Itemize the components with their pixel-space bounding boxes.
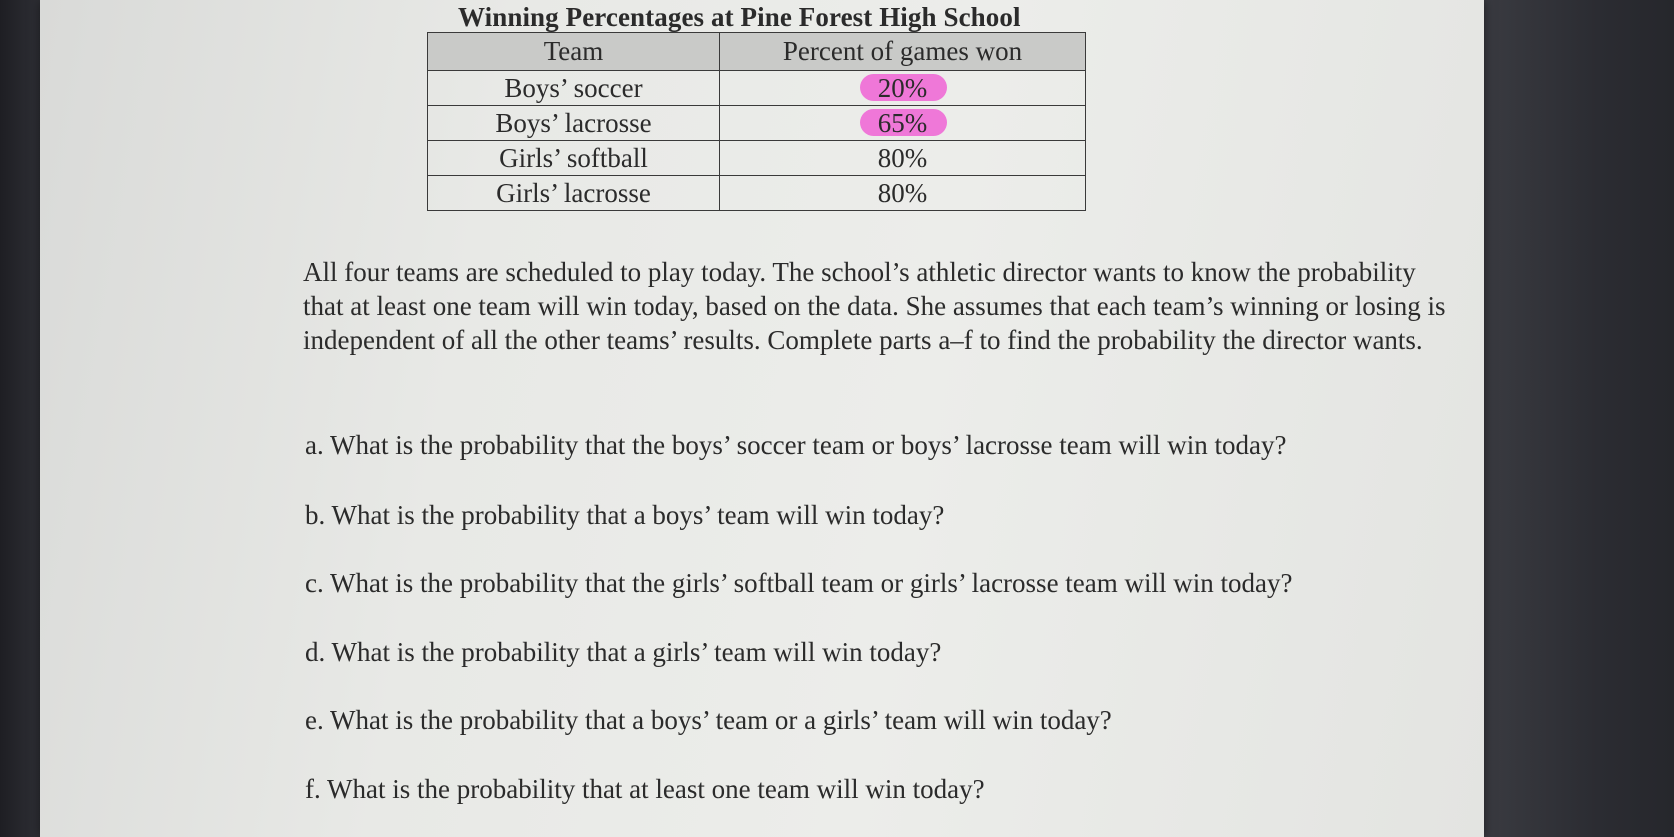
table-row (428, 71, 1086, 106)
header-percent: Percent of games won (720, 33, 1086, 71)
table-header-row (428, 33, 1086, 71)
background-left-edge (0, 0, 42, 837)
header-team: Team (428, 33, 720, 71)
table-row (428, 106, 1086, 141)
team-cell: Boys’ lacrosse (428, 106, 720, 141)
question-d: d. What is the probability that a girls’ team will win today? (305, 637, 942, 667)
percent-cell: 80% (720, 176, 1086, 211)
percent-cell (720, 71, 1086, 106)
background-right-edge (1482, 0, 1674, 837)
worksheet-page (40, 0, 1484, 837)
table-row (428, 141, 1086, 176)
table-title: Winning Percentages at Pine Forest High School (458, 2, 1021, 32)
highlighted-value (878, 106, 928, 140)
percent-value: 65% (877, 108, 928, 138)
problem-intro: All four teams are scheduled to play today. The school’s athletic director wants to know the probability that at least one team will win today, based on the data. She assumes that each team’s winning or losing is independent of all the other teams’ results. Complete parts a–f to find the probability the director wants. (303, 257, 1446, 355)
percent-cell: 80% (720, 141, 1086, 176)
question-a: a. What is the probability that the boys’ soccer team or boys’ lacrosse team will win today? (305, 430, 1287, 460)
percent-cell (720, 106, 1086, 141)
percent-value: 20% (877, 73, 928, 103)
question-e: e. What is the probability that a boys’ team or a girls’ team will win today? (305, 705, 1112, 735)
question-c: c. What is the probability that the girls’ softball team or girls’ lacrosse team will win today? (305, 568, 1293, 598)
question-f: f. What is the probability that at least one team will win today? (305, 774, 985, 804)
team-cell: Girls’ softball (428, 141, 720, 176)
table-row (428, 176, 1086, 211)
team-cell: Girls’ lacrosse (428, 176, 720, 211)
question-b: b. What is the probability that a boys’ team will win today? (305, 500, 945, 530)
team-cell: Boys’ soccer (428, 71, 720, 106)
highlighted-value (878, 71, 928, 105)
winning-percentages-table (427, 32, 1086, 211)
